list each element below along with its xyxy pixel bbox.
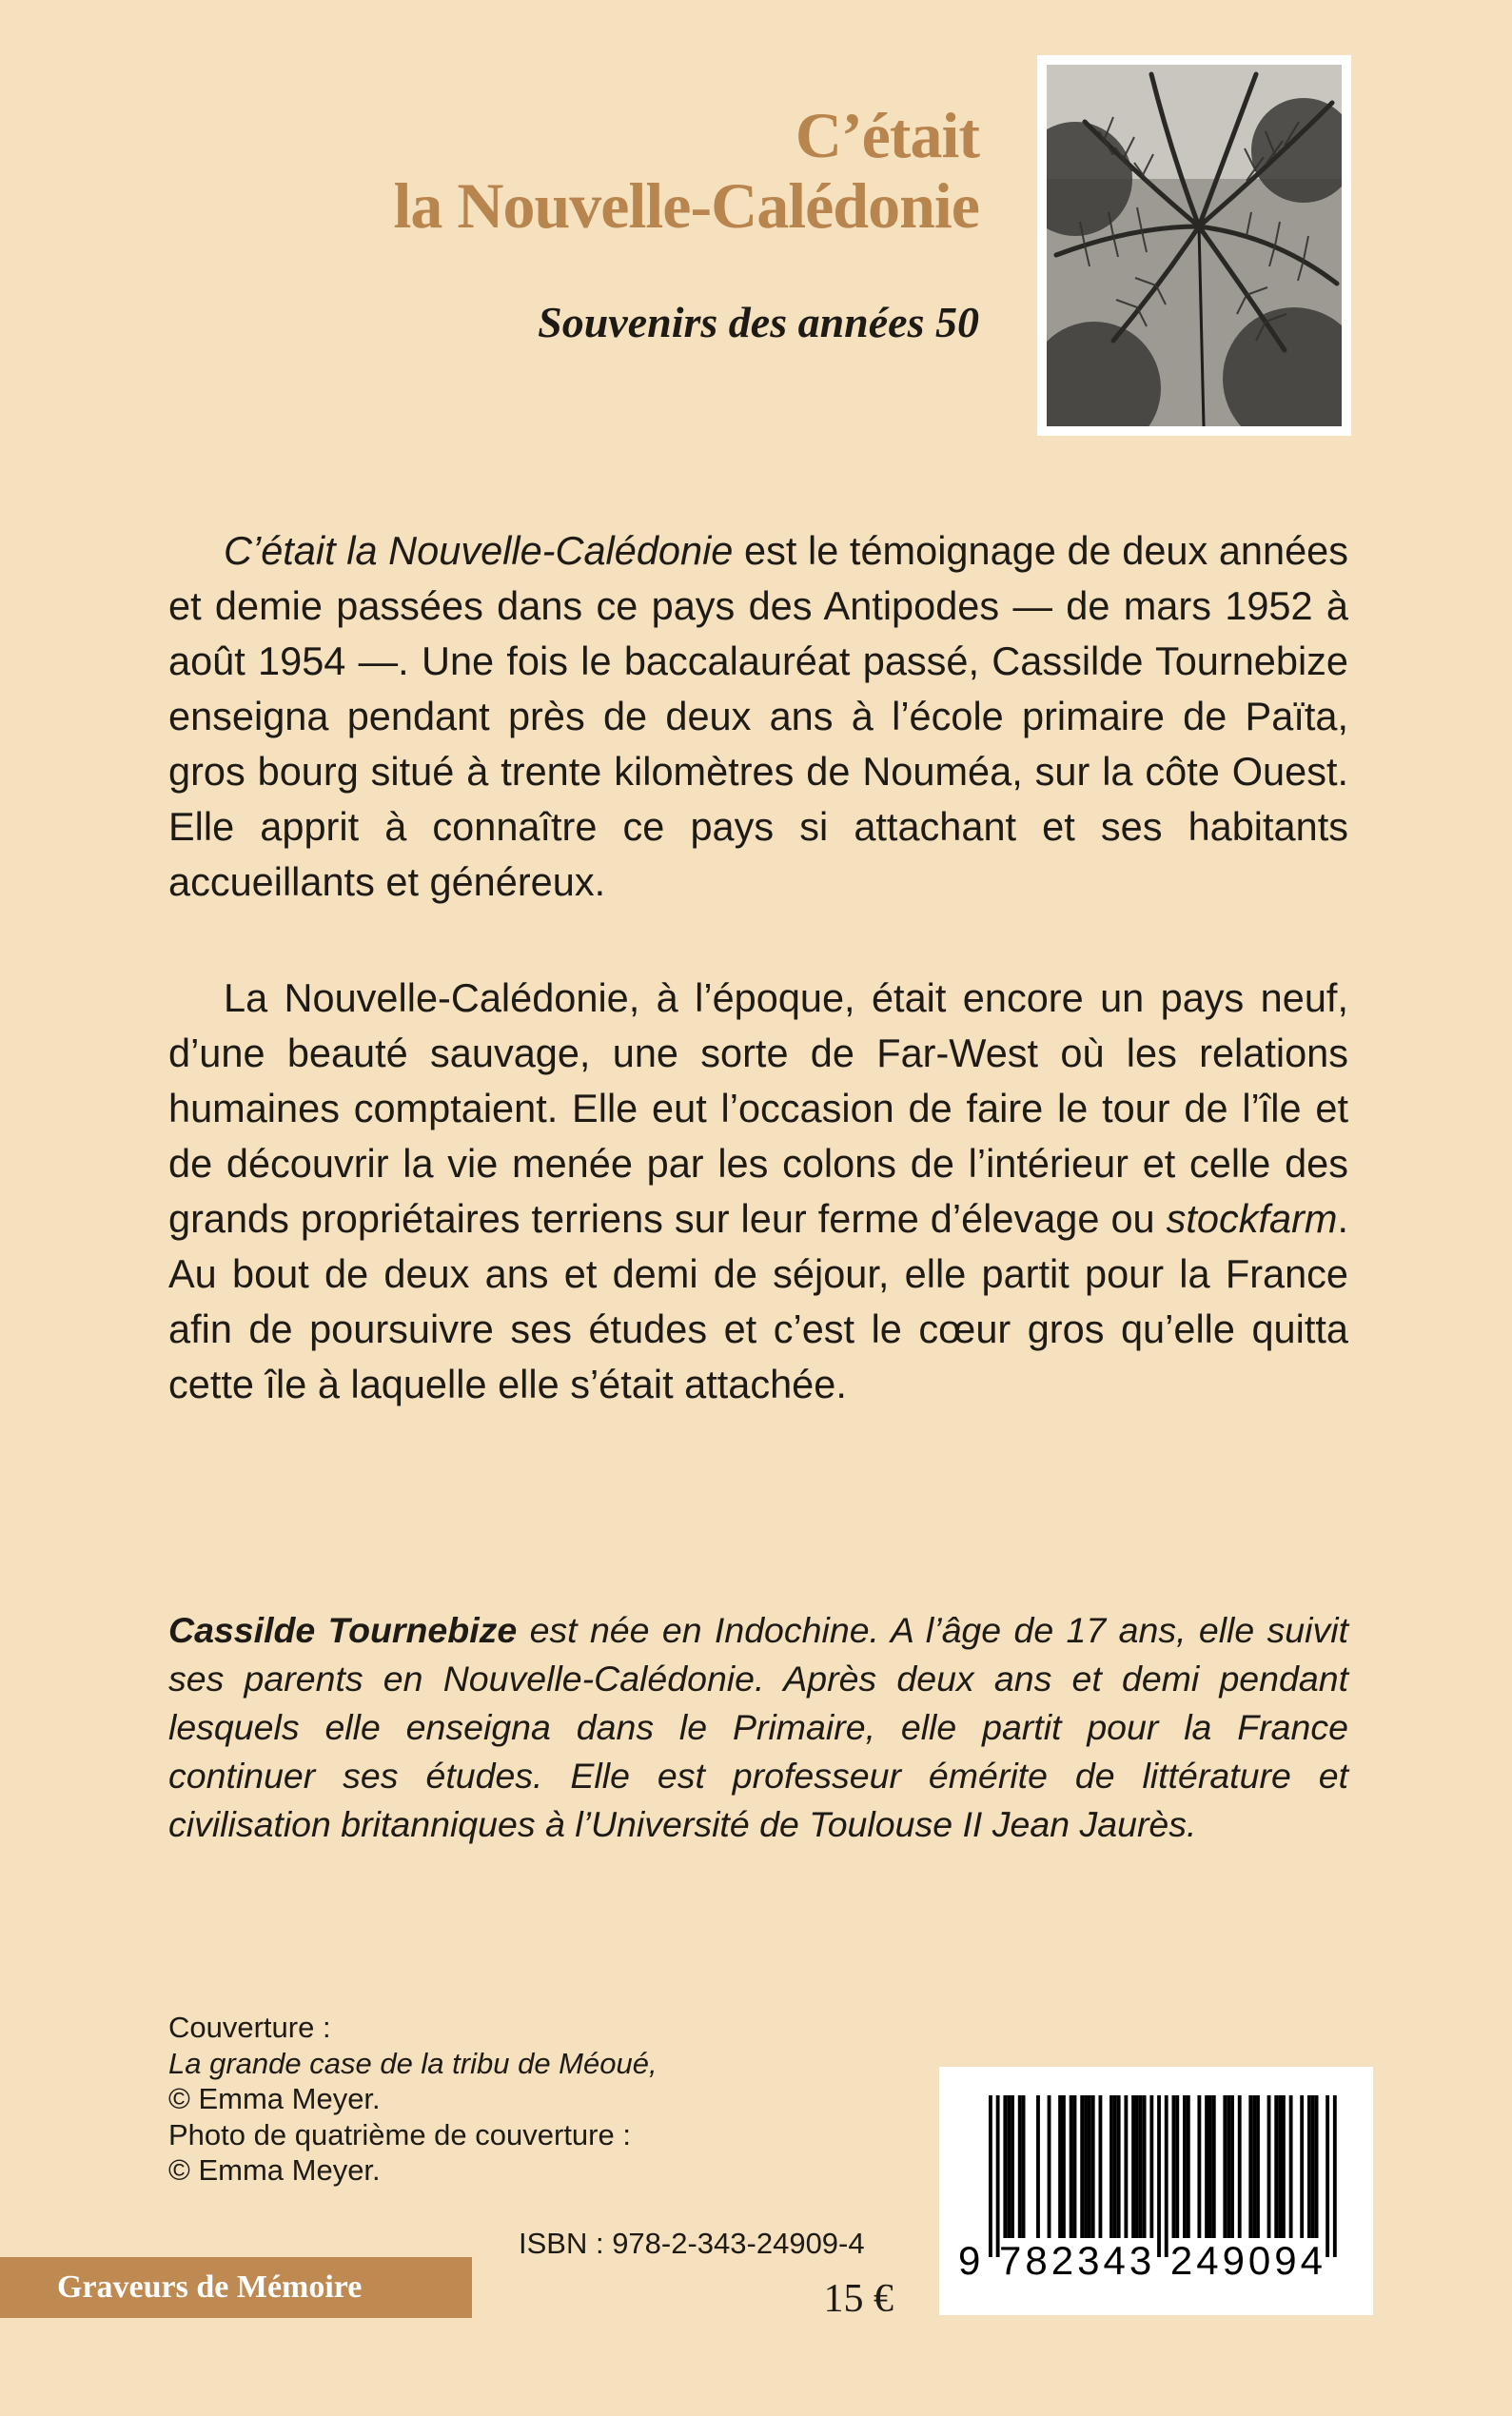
- barcode-bar: [1058, 2095, 1062, 2238]
- barcode-bar: [1208, 2095, 1212, 2238]
- barcode-bar: [1307, 2095, 1311, 2238]
- description-paragraph-1: [168, 523, 1348, 910]
- barcode-bar: [1143, 2095, 1147, 2238]
- barcode-bar: [1073, 2095, 1077, 2238]
- barcode-bar: [1267, 2095, 1271, 2238]
- barcode-bar: [1183, 2095, 1187, 2238]
- barcode-bar: [1197, 2095, 1201, 2238]
- barcode-bar: [1117, 2095, 1121, 2238]
- credits-line-3: © Emma Meyer.: [168, 2082, 381, 2115]
- description-paragraph-2: [168, 971, 1348, 1412]
- author-bio: [168, 1606, 1348, 1849]
- cover-credits: [168, 2010, 658, 2189]
- publisher-name: Graveurs de Mémoire: [57, 2269, 363, 2305]
- barcode-bar: [1311, 2095, 1315, 2238]
- barcode-bar: [1109, 2095, 1113, 2238]
- barcode-bar: [1036, 2095, 1040, 2238]
- book-title: [393, 100, 979, 241]
- barcode: [939, 2067, 1373, 2315]
- barcode-bar: [1091, 2095, 1095, 2238]
- description-paragraph-2-text-a: La Nouvelle-Calédonie, à l’époque, était encore un pays neuf, d’une beauté sauvage, une sorte de Far-West où les relations humaines comptaient. Elle eut l’occasion de faire le tour de l’île et de découvrir la vie menée par les colons de l’intérieur et celle des grands propriétaires terriens sur leur ferme d’élevage ou: [168, 975, 1348, 1241]
- barcode-bar: [1187, 2095, 1190, 2238]
- barcode-bar: [1135, 2095, 1139, 2238]
- author-bio-text: est née en Indochine. A l’âge de 17 ans, elle suivit ses parents en Nouvelle-Calédonie. Après deux ans et demi pendant lesquels elle enseigna dans le Primaire, elle partit pour la France continuer ses études. Elle est professeur émérite de littérature et civilisation britanniques à l’Université de Toulouse II Jean Jaurès.: [168, 1610, 1348, 1844]
- barcode-bar: [1084, 2095, 1088, 2238]
- barcode-bar: [1212, 2095, 1216, 2238]
- credits-line-4: Photo de quatrième de couverture :: [168, 2117, 631, 2151]
- barcode-bar: [1018, 2095, 1022, 2238]
- barcode-bar: [1149, 2095, 1153, 2238]
- barcode-bar: [1333, 2095, 1337, 2257]
- description-paragraph-2-text-b: . Au bout de deux ans et demi de séjour, elle partit pour la France afin de poursuivre ses études et c’est le cœur gros qu’elle quitta cette île à laquelle elle s’était attachée.: [168, 1196, 1348, 1406]
- barcode-bar: [1274, 2095, 1278, 2238]
- barcode-bar: [1003, 2095, 1007, 2238]
- barcode-bar: [996, 2095, 1000, 2257]
- publisher-band: [0, 2257, 472, 2318]
- book-title-line2: la Nouvelle-Calédonie: [393, 169, 979, 242]
- barcode-bar: [1124, 2095, 1128, 2238]
- barcode-bar: [1062, 2095, 1066, 2238]
- barcode-bar: [1230, 2095, 1234, 2238]
- tree-fern-photo-icon: [1047, 65, 1342, 426]
- barcode-bar: [1088, 2095, 1091, 2238]
- author-photo: [1037, 55, 1351, 436]
- barcode-bar: [1007, 2095, 1011, 2238]
- barcode-bar: [1282, 2095, 1286, 2238]
- barcode-bar: [1048, 2095, 1051, 2238]
- barcode-bar: [1256, 2095, 1260, 2238]
- credits-line-5: © Emma Meyer.: [168, 2153, 381, 2187]
- credits-line-2: La grande case de la tribu de Méoué,: [168, 2046, 658, 2080]
- barcode-bar: [989, 2095, 992, 2257]
- barcode-bar: [1227, 2095, 1230, 2238]
- barcode-bar: [1315, 2095, 1319, 2238]
- barcode-bar: [1175, 2095, 1179, 2238]
- barcode-bar: [1080, 2095, 1084, 2238]
- author-name: Cassilde Tournebize: [168, 1610, 518, 1650]
- book-title-line1: C’était: [795, 99, 979, 171]
- barcode-bar: [1252, 2095, 1256, 2238]
- barcode-bar: [1165, 2095, 1168, 2257]
- credits-line-1: Couverture :: [168, 2011, 331, 2044]
- barcode-bar: [1278, 2095, 1282, 2238]
- barcode-bar: [1157, 2095, 1161, 2257]
- barcode-bar: [1022, 2095, 1026, 2238]
- barcode-bar: [1325, 2095, 1329, 2257]
- description-italic-word: stockfarm: [1166, 1196, 1338, 1241]
- barcode-bar: [1248, 2095, 1252, 2238]
- barcode-bar: [1070, 2095, 1073, 2238]
- barcode-bar: [1289, 2095, 1293, 2238]
- description-italic-title: C’était la Nouvelle-Calédonie: [224, 528, 734, 573]
- barcode-bar: [1223, 2095, 1227, 2238]
- book-subtitle: Souvenirs des années 50: [538, 298, 979, 346]
- barcode-bar: [1113, 2095, 1117, 2238]
- barcode-digits: 9 782343 249094: [958, 2238, 1326, 2283]
- barcode-bar: [1300, 2095, 1304, 2238]
- description-paragraph-1-text: est le témoignage de deux années et demie passées dans ce pays des Antipodes — de mars 1952 à août 1954 —. Une fois le baccalauréat passé, Cassilde Tournebize enseigna pendant près de deux ans à l’école primaire de Païta, gros bourg situé à trente kilomètres de Nouméa, sur la côte Ouest. Elle apprit à connaître ce pays si attachant et ses habitants accueillants et généreux.: [168, 528, 1349, 904]
- barcode-bar: [1205, 2095, 1208, 2238]
- barcode-bar: [1172, 2095, 1176, 2238]
- barcode-bar: [1131, 2095, 1135, 2238]
- barcode-bar: [1139, 2095, 1143, 2238]
- barcode-bar: [1099, 2095, 1103, 2238]
- barcode-bar: [1238, 2095, 1242, 2238]
- price: 15 €: [823, 2277, 893, 2321]
- barcode-bar: [1011, 2095, 1014, 2238]
- isbn: ISBN : 978-2-343-24909-4: [519, 2227, 865, 2260]
